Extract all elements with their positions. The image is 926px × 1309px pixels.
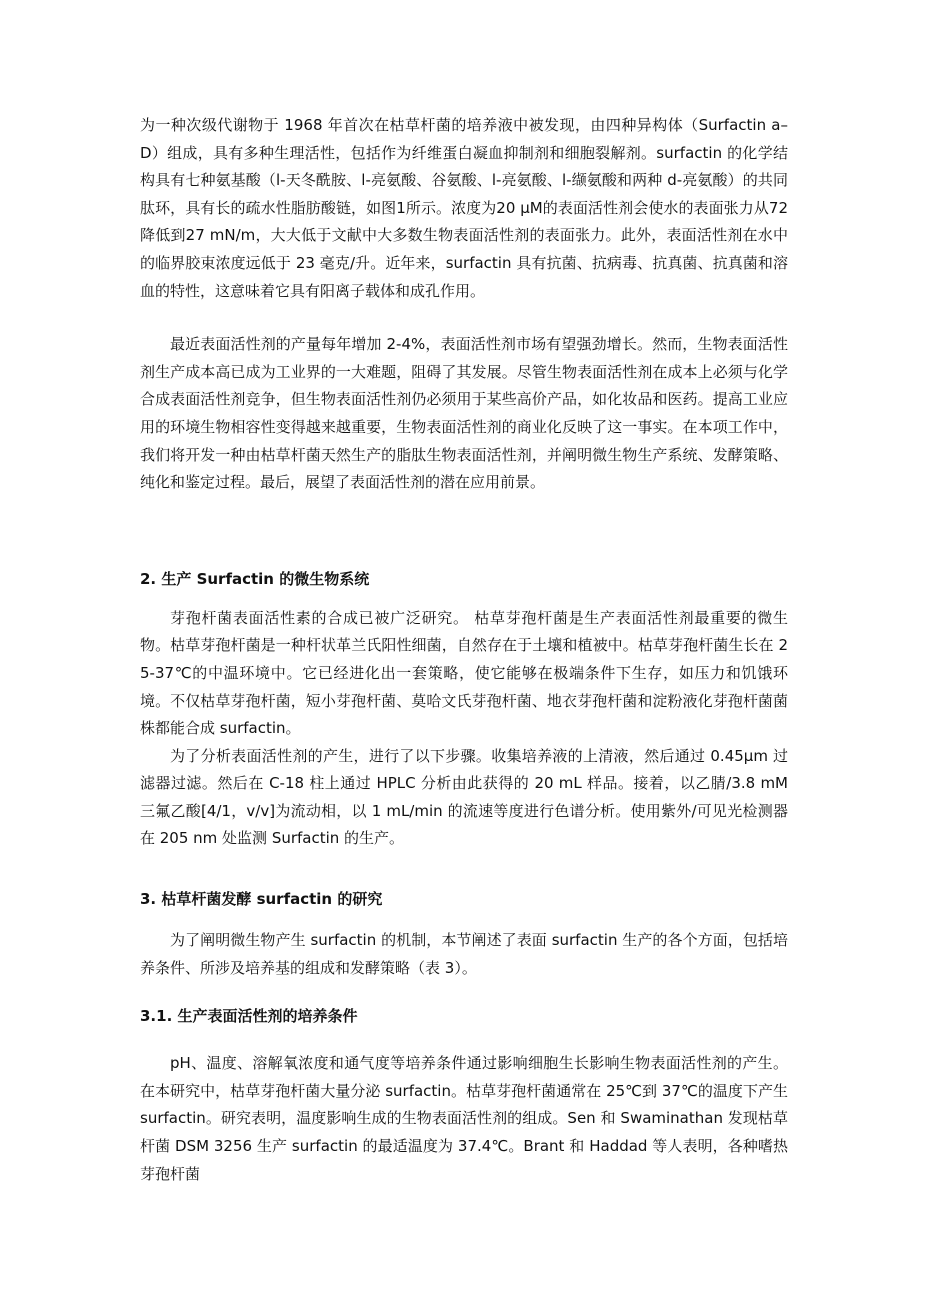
document-page — [140, 112, 788, 1188]
paragraph-surfactin-discovery: 为一种次级代谢物于 1968 年首次在枯草杆菌的培养液中被发现，由四种异构体（Surfactin a–D）组成，具有多种生理活性，包括作为纤维蛋白凝血抑制剂和细胞裂解剂。surfactin 的化学结构具有七种氨基酸（l-天冬酰胺、l-亮氨酸、谷氨酸、l-亮氨酸、l-缬氨酸和两种 d-亮氨酸）的共同肽环，具有长的疏水性脂肪酸链，如图1所示。浓度为20 μM的表面活性剂会使水的表面张力从72降低到27 mN/m，大大低于文献中大多数生物表面活性剂的表面张力。此外，表面活性剂在水中的临界胶束浓度远低于 23 毫克/升。近年来，surfactin 具有抗菌、抗病毒、抗真菌、抗真菌和溶血的特性，这意味着它具有阳离子载体和成孔作用。 — [140, 116, 788, 300]
paragraph-hplc-analysis: 为了分析表面活性剂的产生，进行了以下步骤。收集培养液的上清液，然后通过 0.45μm 过滤器过滤。然后在 C-18 柱上通过 HPLC 分析由此获得的 20 mL 样品。接着，以乙腈/3.8 mM 三氟乙酸[4/1，v/v]为流动相，以 1 mL/min 的流速等度进行色谱分析。使用紫外/可见光检测器在 205 nm 处监测 Surfactin 的生产。 — [140, 746, 788, 848]
section-heading-2: 2. 生产 Surfactin 的微生物系统 — [140, 569, 370, 588]
paragraph-section-intro: 为了阐明微生物产生 surfactin 的机制，本节阐述了表面 surfactin 生产的各个方面，包括培养条件、所涉及培养基的组成和发酵策略（表 3）。 — [140, 931, 788, 977]
paragraph-market-outlook: 最近表面活性剂的产量每年增加 2-4%，表面活性剂市场有望强劲增长。然而，生物表面活性剂生产成本高已成为工业界的一大难题，阻碍了其发展。尽管生物表面活性剂在成本上必须与化学合成表面活性剂竞争，但生物表面活性剂仍必须用于某些高价产品，如化妆品和医药。提高工业应用的环境生物相容性变得越来越重要，生物表面活性剂的商业化反映了这一事实。在本项工作中，我们将开发一种由枯草杆菌天然生产的脂肽生物表面活性剂，并阐明微生物生产系统、发酵策略、纯化和鉴定过程。最后，展望了表面活性剂的潜在应用前景。 — [140, 335, 788, 492]
section-heading-3-1: 3.1. 生产表面活性剂的培养条件 — [140, 1007, 358, 1026]
section-heading-3: 3. 枯草杆菌发酵 surfactin 的研究 — [140, 890, 383, 909]
paragraph-bacillus-synthesis: 芽孢杆菌表面活性素的合成已被广泛研究。 枯草芽孢杆菌是生产表面活性剂最重要的微生物。枯草芽孢杆菌是一种杆状革兰氏阳性细菌，自然存在于土壤和植被中。枯草芽孢杆菌生长在 25-37℃的中温环境中。它已经进化出一套策略，使它能够在极端条件下生存，如压力和饥饿环境。不仅枯草芽孢杆菌，短小芽孢杆菌、莫哈文氏芽孢杆菌、地衣芽孢杆菌和淀粉液化芽孢杆菌菌株都能合成 surfactin。 — [140, 608, 788, 738]
paragraph-culture-conditions: pH、温度、溶解氧浓度和通气度等培养条件通过影响细胞生长影响生物表面活性剂的产生。在本研究中，枯草芽孢杆菌大量分泌 surfactin。枯草芽孢杆菌通常在 25℃到 37℃的温度下产生 surfactin。研究表明，温度影响生成的生物表面活性剂的组成。Sen 和 Swaminathan 发现枯草杆菌 DSM 3256 生产 surfactin 的最适温度为 37.4℃。Brant 和 Haddad 等人表明，各种嗜热芽孢杆菌 — [140, 1054, 788, 1183]
